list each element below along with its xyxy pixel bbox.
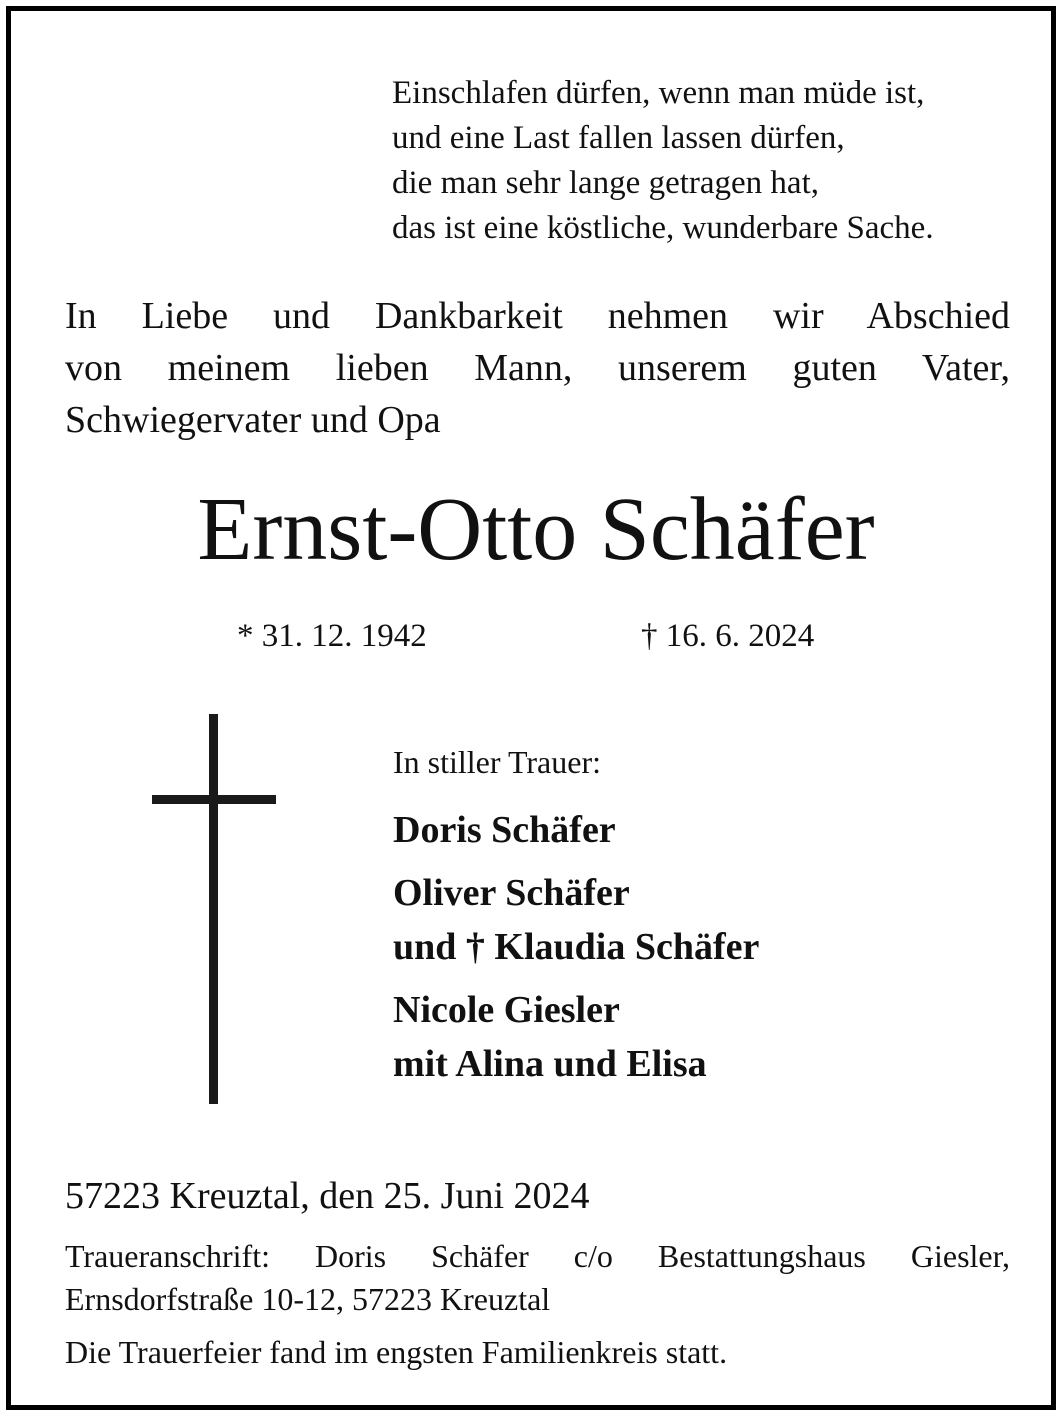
mourner-name: und † Klaudia Schäfer bbox=[393, 926, 760, 968]
obituary-card bbox=[6, 6, 1056, 1410]
death-date: † 16. 6. 2024 bbox=[641, 618, 815, 654]
cross-icon bbox=[148, 714, 278, 1104]
address-line: Ernsdorfstraße 10-12, 57223 Kreuztal bbox=[65, 1281, 551, 1317]
intro-line: In Liebe und Dankbarkeit nehmen wir Abschied bbox=[65, 295, 1010, 337]
intro-line: von meinem lieben Mann, unserem guten Vater, bbox=[65, 347, 1010, 389]
poem-line: und eine Last fallen lassen dürfen, bbox=[392, 120, 845, 156]
place-date: 57223 Kreuztal, den 25. Juni 2024 bbox=[65, 1175, 590, 1217]
mourner-name: Oliver Schäfer bbox=[393, 872, 630, 914]
intro-line: Schwiegervater und Opa bbox=[65, 399, 441, 441]
address-line: Traueranschrift: Doris Schäfer c/o Bestattungshaus Giesler, bbox=[65, 1238, 1010, 1274]
deceased-name: Ernst-Otto Schäfer bbox=[197, 480, 875, 579]
mourners-label: In stiller Trauer: bbox=[393, 744, 601, 780]
mourner-group bbox=[393, 866, 759, 974]
poem-line: die man sehr lange getragen hat, bbox=[392, 165, 819, 201]
mourner-name: Doris Schäfer bbox=[393, 809, 616, 851]
ceremony-note: Die Trauerfeier fand im engsten Familienkreis statt. bbox=[65, 1334, 728, 1370]
mourners-list bbox=[393, 803, 759, 1100]
poem-line: Einschlafen dürfen, wenn man müde ist, bbox=[392, 75, 925, 111]
poem-line: das ist eine köstliche, wunderbare Sache. bbox=[392, 210, 934, 246]
mourner-group bbox=[393, 803, 759, 857]
intro-text bbox=[65, 290, 1010, 446]
mourner-name: Nicole Giesler bbox=[393, 989, 620, 1031]
mourning-address bbox=[65, 1235, 1010, 1321]
mourner-group bbox=[393, 983, 759, 1091]
poem bbox=[392, 71, 934, 251]
birth-date: * 31. 12. 1942 bbox=[237, 618, 427, 654]
mourner-name: mit Alina und Elisa bbox=[393, 1043, 707, 1085]
